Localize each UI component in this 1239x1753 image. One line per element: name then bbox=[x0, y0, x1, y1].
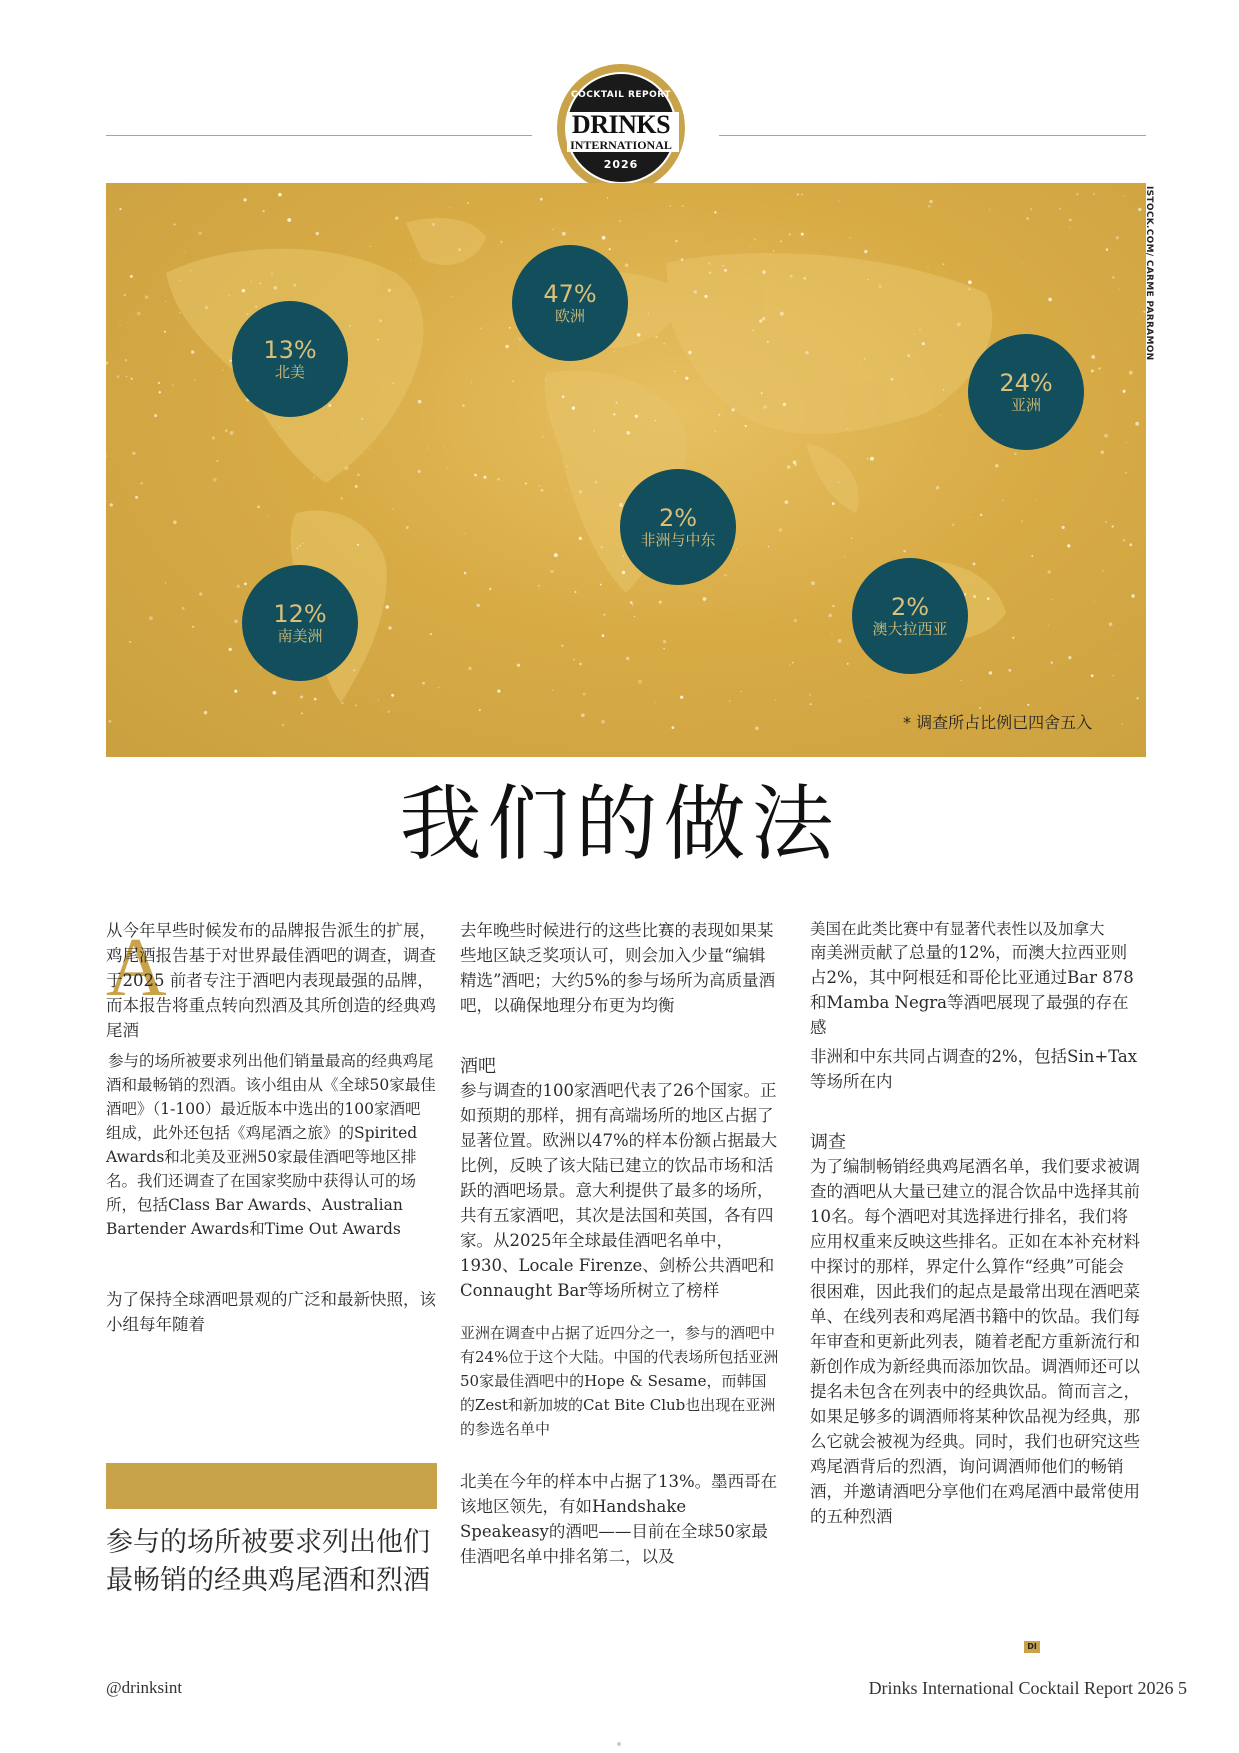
header-rule-right bbox=[719, 135, 1146, 136]
section-heading-bars: 酒吧 bbox=[460, 1056, 496, 1077]
photo-credit: ISTOCK.COM/ CARME PARRAMON bbox=[1144, 186, 1154, 361]
footer-publication-page: Drinks International Cocktail Report 2026 5 bbox=[868, 1678, 1187, 1698]
paragraph: 美国在此类比赛中有显著代表性以及加拿大 bbox=[810, 920, 1105, 938]
region-name: 亚洲 bbox=[1010, 396, 1041, 414]
paragraph: 参与调查的100家酒吧代表了26个国家。正如预期的那样，拥有高端场所的地区占据了显著位置。欧洲以47%的样本份额占据最大比例，反映了该大陆已建立的饮品市场和活跃的酒吧场景。意大利提供了最多的场所，共有五家酒吧，其次是法国和英国，各有四家。从2025年全球最佳酒吧名单中，1930、Locale Firenze、剑桥公共酒吧和Connaught Bar等场所树立了榜样 bbox=[460, 1081, 778, 1300]
page-dot bbox=[617, 1742, 621, 1746]
pull-quote: 参与的场所被要求列出他们最畅销的经典鸡尾酒和烈酒 bbox=[106, 1527, 430, 1596]
region-bubble-north-america bbox=[232, 301, 348, 417]
logo-year: 2026 bbox=[603, 158, 639, 171]
region-name: 澳大拉西亚 bbox=[872, 620, 948, 638]
region-percent: 13% bbox=[263, 336, 317, 364]
article-column-3 bbox=[810, 918, 1140, 1529]
footer-social-handle: @drinksint bbox=[106, 1678, 183, 1697]
pull-quote-bar bbox=[106, 1463, 437, 1509]
paragraph: 亚洲在调查中占据了近四分之一，参与的酒吧中有24%位于这个大陆。中国的代表场所包括亚洲50家最佳酒吧中的Hope & Sesame，而韩国的Zest和新加坡的Cat Bite Club也出现在亚洲的参选名单中 bbox=[460, 1324, 779, 1438]
region-name: 北美 bbox=[274, 363, 305, 381]
logo-name-line2: INTERNATIONAL bbox=[570, 138, 672, 152]
region-name: 欧洲 bbox=[554, 307, 585, 325]
paragraph: 北美在今年的样本中占据了13%。墨西哥在该地区领先，有如Handshake Speakeasy的酒吧——目前在全球50家最佳酒吧名单中排名第二，以及 bbox=[460, 1472, 778, 1566]
region-bubble-europe bbox=[512, 245, 628, 361]
region-bubble-south-america bbox=[242, 565, 358, 681]
region-name: 非洲与中东 bbox=[640, 531, 716, 549]
paragraph: 去年晚些时候进行的这些比赛的表现如果某些地区缺乏奖项认可，则会加入少量“编辑精选”酒吧；大约5%的参与场所为高质量酒吧，以确保地理分布更为均衡 bbox=[460, 921, 776, 1015]
paragraph: 非洲和中东共同占调查的2%，包括Sin+Tax等场所在内 bbox=[810, 1047, 1138, 1091]
article-column-1 bbox=[106, 918, 436, 1337]
logo-arc-text: COCKTAIL REPORT bbox=[571, 90, 671, 100]
world-map-image bbox=[106, 183, 1146, 757]
region-percent: 24% bbox=[999, 369, 1053, 397]
page-title: 我们的做法 bbox=[399, 777, 840, 872]
region-bubble-australasia bbox=[852, 558, 968, 674]
article-column-2 bbox=[460, 918, 780, 1569]
region-name: 南美洲 bbox=[277, 627, 323, 645]
drop-cap: A bbox=[106, 921, 167, 1014]
drinks-international-logo bbox=[557, 64, 685, 192]
paragraph: 从今年早些时候发布的品牌报告派生的扩展，鸡尾酒报告基于对世界最佳酒吧的调查，调查于2025 前者专注于酒吧内表现最强的品牌，而本报告将重点转向烈酒及其所创造的经典鸡尾酒 bbox=[106, 921, 436, 1040]
city-lights-decoration bbox=[106, 183, 1146, 757]
region-percent: 2% bbox=[658, 504, 698, 532]
map-footnote: * 调查所占比例已四舍五入 bbox=[903, 713, 1093, 732]
region-percent: 2% bbox=[890, 593, 930, 621]
region-bubble-asia bbox=[968, 334, 1084, 450]
region-percent: 12% bbox=[273, 600, 327, 628]
paragraph: 参与的场所被要求列出他们销量最高的经典鸡尾酒和最畅销的烈酒。该小组由从《全球50家最佳酒吧》（1-100）最近版本中选出的100家酒吧组成，此外还包括《鸡尾酒之旅》的Spirited Awards和北美及亚洲50家最佳酒吧等地区排名。我们还调查了在国家奖励中获得认可的场所，包括Class Bar Awards、Australian Bartender Awards和Time Out Awards bbox=[106, 1052, 436, 1238]
paragraph: 为了保持全球酒吧景观的广泛和最新快照，该小组每年随着 bbox=[106, 1290, 436, 1334]
paragraph: 为了编制畅销经典鸡尾酒名单，我们要求被调查的酒吧从大量已建立的混合饮品中选择其前10名。每个酒吧对其选择进行排名，我们将应用权重来反映这些排名。正如在本补充材料中探讨的那样，界定什么算作“经典”可能会很困难，因此我们的起点是最常出现在酒吧菜单、在线列表和鸡尾酒书籍中的饮品。我们每年审查和更新此列表，随着老配方重新流行和新创作成为新经典而添加饮品。调酒师还可以提名未包含在列表中的经典饮品。简而言之，如果足够多的调酒师将某种饮品视为经典，那么它就会被视为经典。同时，我们也研究这些鸡尾酒背后的烈酒，询问调酒师他们的畅销酒，并邀请酒吧分享他们在鸡尾酒中最常使用的五种烈酒 bbox=[810, 1157, 1140, 1526]
end-mark: DI bbox=[1024, 1641, 1040, 1653]
section-heading-survey: 调查 bbox=[810, 1132, 846, 1153]
paragraph: 南美洲贡献了总量的12%，而澳大拉西亚则占2%，其中阿根廷和哥伦比亚通过Bar 878和Mamba Negra等酒吧展现了最强的存在感 bbox=[810, 943, 1134, 1037]
header-rule-left bbox=[106, 135, 532, 136]
logo-name-line1: DRINKS bbox=[571, 110, 671, 139]
region-percent: 47% bbox=[543, 280, 597, 308]
region-bubble-africa-middle-east bbox=[620, 469, 736, 585]
